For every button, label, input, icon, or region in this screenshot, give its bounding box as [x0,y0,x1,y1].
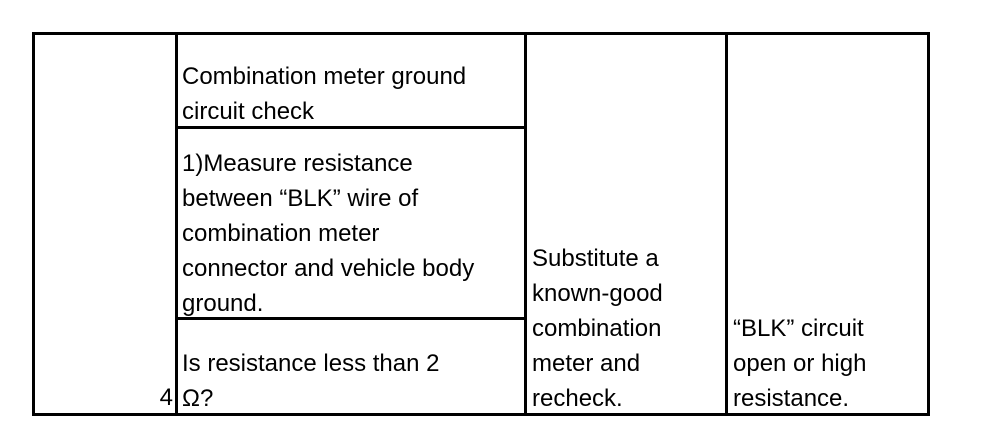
step-title: Combination meter ground circuit check [182,63,467,125]
yes-result-action: Substitute a known-good combination meter and recheck. [532,245,663,412]
step-question: Is resistance less than 2 Ω? [182,350,440,412]
no-result-action: “BLK” circuit open or high resistance. [733,315,867,412]
column-divider [725,35,728,413]
step-number: 4 [159,384,173,411]
diagnostic-step-table [32,32,930,416]
step-instruction: 1)Measure resistance between “BLK” wire of combination meter connector and vehicle body ground. [182,150,475,317]
column-divider [175,35,178,413]
